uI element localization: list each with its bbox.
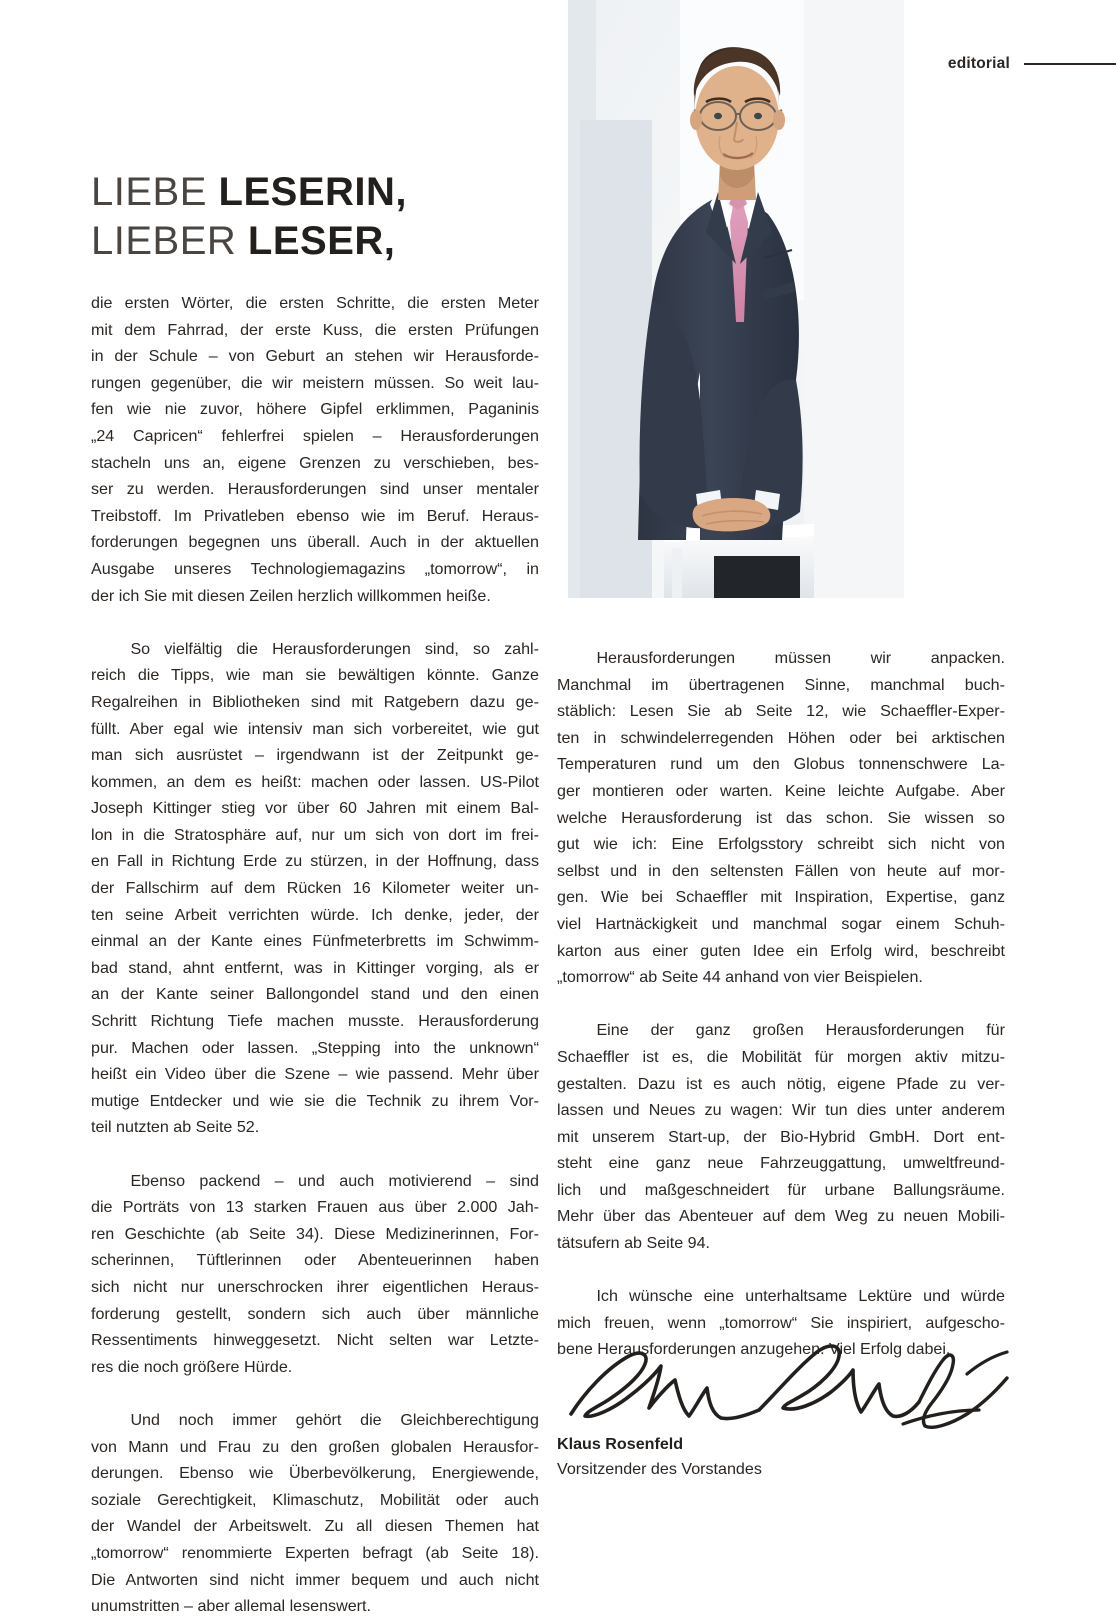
text-line: der Fallschirm auf dem Rücken 16 Kilometer weiter un- [91, 879, 539, 898]
text-line: ger montieren oder warten. Keine leichte Aufgabe. Aber [557, 781, 1005, 800]
text-line: „tomorrow“ ab Seite 44 anhand von vier Beispielen. [557, 968, 923, 987]
text-line: steht eine ganz neue Fahrzeuggattung, umweltfreund- [557, 1154, 1005, 1173]
text-line: Schritt Richtung Tiefe machen musste. Herausforderung [91, 1012, 539, 1031]
text-line: heißt ein Video über die Szene – wie passend. Mehr über [91, 1065, 539, 1084]
paragraph [91, 636, 539, 1141]
paragraph [557, 1017, 1005, 1256]
text-line: ren Geschichte (ab Seite 34). Diese Medizinerinnen, For- [91, 1224, 539, 1243]
text-line: Manchmal im übertragenen Sinne, manchmal buch- [557, 675, 1005, 694]
text-line: ten seine Arbeit verrichten würde. Ich denke, jeder, der [91, 905, 539, 924]
text-line: scherinnen, Tüftlerinnen oder Abenteuerinnen haben [91, 1251, 539, 1270]
text-line: tätsufern ab Seite 94. [557, 1234, 710, 1253]
text-line: einmal an der Kante eines Fünfmeterbretts im Schwimm- [91, 932, 539, 951]
text-line: fen wie nie zuvor, höhere Gipfel erklimmen, Paganinis [91, 400, 539, 419]
signoff-block [557, 1432, 1007, 1482]
text-line: Mehr über das Abenteuer auf dem Weg zu neuen Mobili- [557, 1207, 1005, 1226]
right-text-column [557, 645, 1005, 1363]
text-line: Temperaturen rund um den Globus tonnenschwere La- [557, 755, 1005, 774]
text-line: ten in schwindelerregenden Höhen oder bei arktischen [557, 728, 1005, 747]
signature-image [563, 1330, 1013, 1435]
running-head-label: editorial [947, 55, 1010, 72]
text-line: kommen, an dem es heißt: machen oder lassen. US-Pilot [91, 772, 539, 791]
text-line: Ressentiments hinweggesetzt. Nicht selten war Letzte- [91, 1331, 539, 1350]
text-line: Eine der ganz großen Herausforderungen für [596, 1021, 1005, 1040]
signoff-role: Vorsitzender des Vorstandes [557, 1460, 762, 1478]
headline-line-2 [91, 221, 561, 261]
text-line: mit unserem Start-up, der Bio-Hybrid GmbH. Dort ent- [557, 1127, 1005, 1146]
handwritten-signature-icon [563, 1330, 1013, 1435]
text-line: unumstritten – aber allemal lesenswert. [91, 1597, 371, 1616]
text-line: Ich wünsche eine unterhaltsame Lektüre und würde [596, 1287, 1005, 1306]
text-line: Und noch immer gehört die Gleichberechtigung [130, 1410, 539, 1429]
text-line: welche Herausforderung ist das schon. Sie wissen so [557, 808, 1005, 827]
text-line: bad stand, ahnt entfernt, was in Kittinger vorging, als er [91, 958, 539, 977]
text-line: Ausgabe unseres Technologiemagazins „tomorrow“, in [91, 559, 539, 578]
text-line: derungen. Ebenso wie Überbevölkerung, Energiewende, [91, 1464, 539, 1483]
text-line: „24 Capricen“ fehlerfrei spielen – Herausforderungen [91, 426, 539, 445]
text-line: viel Hartnäckigkeit und manchmal sogar einem Schuh- [557, 914, 1005, 933]
page-title [91, 172, 561, 270]
text-line: füllt. Aber egal wie intensiv man sich vorbereitet, wie gut [91, 719, 539, 738]
text-line: mutige Entdecker und wie sie die Technik zu ihrem Vor- [91, 1091, 539, 1110]
text-line: soziale Gerechtigkeit, Klimaschutz, Mobilität oder auch [91, 1490, 539, 1509]
text-line: Regalreihen in Bibliotheken sind mit Ratgebern dazu ge- [91, 692, 539, 711]
text-line: teil nutzten ab Seite 52. [91, 1118, 260, 1137]
text-line: stäblich: Lesen Sie ab Seite 12, wie Schaeffler-Exper- [557, 702, 1005, 721]
text-line: stacheln uns an, eigene Grenzen zu verschieben, bes- [91, 453, 539, 472]
text-line: res die noch größere Hürde. [91, 1357, 293, 1376]
text-line: Schaeffler ist es, die Mobilität für morgen aktiv mitzu- [557, 1047, 1005, 1066]
text-line: reich die Tipps, wie man sie bewältigen könnte. Ganze [91, 666, 539, 685]
text-line: „tomorrow“ renommierte Experten befragt (ab Seite 18). [91, 1543, 539, 1562]
portrait-illustration [568, 0, 904, 598]
headline-line-2-light: LIEBER [91, 219, 237, 263]
text-line: rungen gegenüber, die wir meistern müssen. So weit lau- [91, 373, 539, 392]
text-line: die Porträts von 13 starken Frauen aus über 2.000 Jah- [91, 1198, 539, 1217]
headline-line-1-light: LIEBE [91, 170, 207, 214]
running-head [948, 55, 1116, 73]
text-line: Joseph Kittinger stieg vor über 60 Jahren mit einem Bal- [91, 799, 539, 818]
text-line: Herausforderungen müssen wir anpacken. [596, 649, 1005, 667]
text-line: gen. Wie bei Schaeffler mit Inspiration, Expertise, ganz [557, 888, 1005, 907]
headline-line-1-bold: LESERIN, [218, 170, 408, 214]
text-line: der Wandel der Arbeitswelt. Zu all diesen Themen hat [91, 1517, 539, 1536]
text-line: en Fall in Richtung Erde zu stürzen, in der Hoffnung, dass [91, 852, 539, 871]
text-line: Treibstoff. Im Privatleben ebenso wie im Beruf. Heraus- [91, 506, 539, 525]
text-line: mich freuen, wenn „tomorrow“ Sie inspiriert, aufgescho- [557, 1313, 1005, 1332]
text-line: gut wie ich: Eine Erfolgsstory schreibt sich nicht von [557, 835, 1005, 854]
text-line: sich nicht nur unerschrocken ihrer eigentlichen Heraus- [91, 1277, 539, 1296]
text-line: lassen und Neues zu wagen: Wir tun dies unter anderem [557, 1101, 1005, 1120]
text-line: der ich Sie mit diesen Zeilen herzlich willkommen heiße. [91, 586, 491, 605]
text-line: Ebenso packend – und auch motivierend – sind [130, 1171, 539, 1190]
paragraph [557, 645, 1005, 991]
left-text-column [91, 290, 539, 1620]
text-line: lich und maßgeschneidert für urbane Ballungsräume. [557, 1180, 1005, 1199]
text-line: an der Kante seiner Ballongondel stand und den einen [91, 985, 539, 1004]
text-line: gestalten. Dazu ist es auch nötig, eigene Pfade zu ver- [557, 1074, 1005, 1093]
text-line: forderung gestellt, sondern sich auch über männliche [91, 1304, 539, 1323]
text-line: bene Herausforderungen anzugehen. Viel Erfolg dabei. [557, 1340, 951, 1359]
text-line: pur. Machen oder lassen. „Stepping into the unknown“ [91, 1038, 539, 1057]
paragraph [91, 1168, 539, 1381]
paragraph [91, 290, 539, 609]
text-line: Die Antworten sind nicht immer bequem und auch nicht [91, 1570, 539, 1589]
text-line: von Mann und Frau zu den großen globalen Herausfor- [91, 1437, 539, 1456]
text-line: die ersten Wörter, die ersten Schritte, die ersten Meter [91, 294, 539, 312]
text-line: in der Schule – von Geburt an stehen wir Herausforde- [91, 347, 539, 366]
signoff-name: Klaus Rosenfeld [557, 1435, 684, 1453]
text-line: selbst und in den seltensten Fällen von heute auf mor- [557, 861, 1005, 880]
portrait-photo [568, 0, 904, 598]
text-line: lon in die Stratosphäre auf, nur um sich von dort im frei- [91, 825, 539, 844]
text-line: forderungen begegnen uns überall. Auch in der aktuellen [91, 533, 539, 552]
text-line: karton aus einer guten Idee ein Erfolg wird, beschreibt [557, 941, 1005, 960]
paragraph [91, 1407, 539, 1620]
text-line: mit dem Fahrrad, der erste Kuss, die ersten Prüfungen [91, 320, 539, 339]
text-line: So vielfältig die Herausforderungen sind, so zahl- [130, 639, 539, 658]
text-line: ser zu werden. Herausforderungen sind unser mentaler [91, 480, 539, 499]
horizontal-rule-icon [1024, 63, 1116, 65]
headline-line-2-bold: LESER, [247, 219, 396, 263]
text-line: man sich ausrüstet – irgendwann ist der Zeitpunkt ge- [91, 746, 539, 765]
headline-line-1 [91, 172, 561, 212]
